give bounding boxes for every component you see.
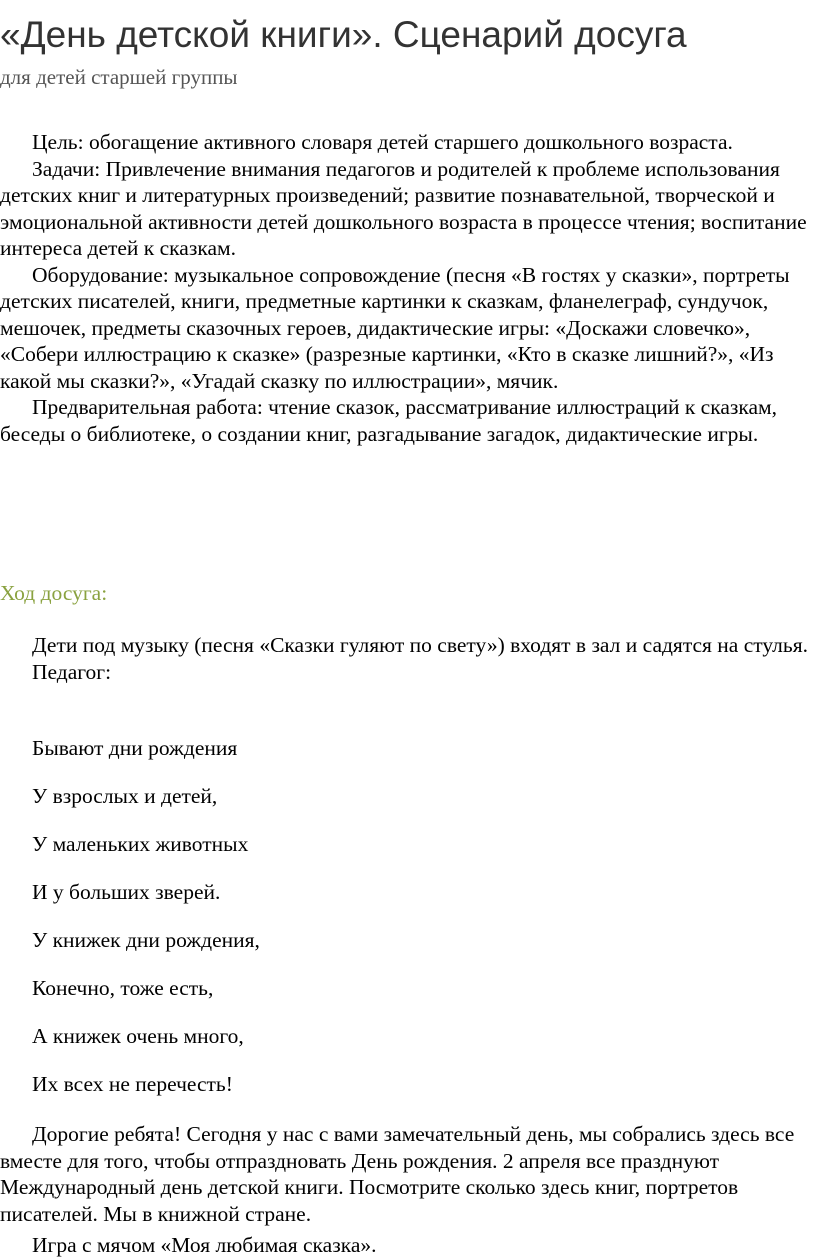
poem-line: Бывают дни рождения [32, 736, 238, 760]
poem-line: Конечно, тоже есть, [32, 976, 214, 1000]
intro-block [0, 129, 816, 447]
game-paragraph: Игра с мячом «Моя любимая сказка». [32, 1233, 377, 1257]
poem-block [32, 735, 792, 1119]
poem-line: У маленьких животных [32, 832, 249, 856]
section-heading: Ход досуга: [0, 581, 108, 605]
equipment-paragraph: Оборудование: музыкальное сопровождение (песня «В гостях у сказки», портреты детских писателей, книги, предметные картинки к сказкам, фланелеграф, сундучок, мешочек, предметы сказочных героев, дидактические игры: «Доскажи словечко», «Собери иллюстрацию к сказке» (разрезные картинки, «Кто в сказке лишний?», «Из какой мы сказки?», «Угадай сказку по иллюстрации», мячик. [0, 262, 790, 393]
poem-line: Их всех не перечесть! [32, 1072, 233, 1096]
goal-paragraph: Цель: обогащение активного словаря детей старшего дошкольного возраста. [32, 130, 733, 154]
section-intro-block [0, 632, 816, 685]
entrance-paragraph: Дети под музыку (песня «Сказки гуляют по свету») входят в зал и садятся на стулья. [32, 633, 808, 657]
poem-line: У взрослых и детей, [32, 784, 218, 808]
preparation-paragraph: Предварительная работа: чтение сказок, рассматривание иллюстраций к сказкам, беседы о библиотеке, о создании книг, разгадывание загадок, дидактические игры. [0, 395, 778, 446]
greeting-paragraph: Дорогие ребята! Сегодня у нас с вами замечательный день, мы собрались здесь все вместе для того, чтобы отпраздновать День рождения. 2 апреля все празднуют Международный день детской книги. Посмотрите сколько здесь книг, портретов писателей. Мы в книжной стране. [0, 1122, 795, 1226]
poem-line: И у больших зверей. [32, 880, 221, 904]
poem-line: У книжек дни рождения, [32, 928, 260, 952]
document-subtitle: для детей старшей группы [0, 65, 238, 89]
document-title: «День детской книги». Сценарий досуга [0, 14, 687, 55]
teacher-label: Педагог: [32, 659, 112, 684]
closing-block [0, 1121, 816, 1227]
poem-line: А книжек очень много, [32, 1024, 244, 1048]
tasks-paragraph: Задачи: Привлечение внимания педагогов и родителей к проблеме использования детских книг и литературных произведений; развитие познавательной, творческой и эмоциональной активности детей дошкольного возраста в процессе чтения; воспитание интереса детей к сказкам. [0, 156, 807, 260]
